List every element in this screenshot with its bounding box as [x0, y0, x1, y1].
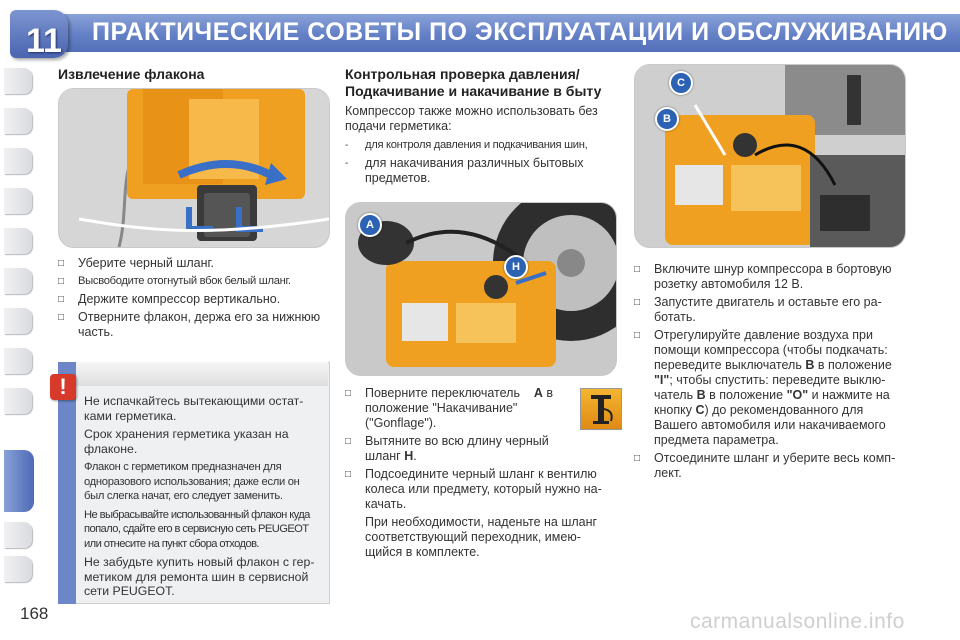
list-item: - для накачивания различных бытовых предметов.	[345, 156, 584, 185]
bullet-icon: □	[634, 330, 641, 341]
chapter-tab-3[interactable]	[4, 148, 32, 174]
warning-header	[76, 362, 328, 386]
warning-paragraph: Не испачкайтесь вытекающими остат-ками герметика.	[84, 394, 304, 423]
bullet-icon: □	[58, 312, 65, 323]
bottle-steps-list	[58, 256, 328, 343]
page-header	[0, 0, 960, 62]
list-item: □ Поверните переключатель A в положение "Накачивание" ("Gonflage").	[345, 386, 554, 430]
bottle-illustration-svg	[59, 89, 329, 247]
warning-paragraph: Срок хранения герметика указан на флаконе.	[84, 427, 289, 456]
section-title-bottle: Извлечение флакона	[58, 66, 205, 82]
bottle-removal-illustration	[58, 88, 330, 248]
inflation-steps-list	[345, 386, 615, 563]
inflation-intro: Компрессор также можно использовать без подачи герметика: - для контроля давления и подкачивания шин, - для накачивания различных бытовых предметов.	[345, 104, 615, 189]
list-item: □ Отрегулируйте давление воздуха при помощи компрессора (чтобы подкачать: переведите выключатель B в положение "I"; чтобы спустить: переведите выклю-чатель B в положение "O" и нажмите на кнопку C) до рекомендованного для Вашего автомобиля или накачиваемого предмета параметра.	[634, 328, 892, 447]
watermark: carmanualsonline.info	[690, 610, 905, 633]
bullet-icon: □	[58, 294, 65, 305]
compressor-wheel-illustration	[345, 202, 617, 376]
chapter-tab-4[interactable]	[4, 188, 32, 214]
list-item: □ Отсоедините шланг и уберите весь комп-лект.	[634, 451, 896, 480]
bullet-icon: □	[58, 276, 64, 287]
compressor-steps-list	[634, 262, 904, 484]
chapter-tab-5[interactable]	[4, 228, 32, 254]
chapter-tab-9[interactable]	[4, 388, 32, 414]
chapter-tab-13[interactable]	[4, 556, 32, 582]
warning-paragraph: Флакон с герметиком предназначен для одноразового использования; даже если он был слегка начат, его следует заменить.	[84, 461, 300, 502]
bullet-icon: □	[345, 436, 352, 447]
warning-paragraph: Не забудьте купить новый флакон с гер-метиком для ремонта шин в сервисной сети PEUGEOT.	[84, 555, 315, 598]
bullet-icon: □	[345, 388, 352, 399]
compressor-socket-illustration	[634, 64, 906, 248]
bullet-icon: □	[634, 264, 641, 275]
list-item: □ Подсоедините черный шланг к вентилю колеса или предмету, который нужно на-качать.	[345, 467, 602, 511]
callout-c: C	[669, 71, 693, 95]
warning-paragraph: Не выбрасывайте использованный флакон куда попало, сдайте его в сервисную сеть PEUGEOT или отнесите на пункт сбора отходов.	[84, 508, 310, 550]
dash-icon: -	[345, 140, 349, 151]
bullet-icon: □	[345, 469, 352, 480]
list-item: □ Уберите черный шланг.	[58, 256, 215, 270]
callout-a: A	[358, 213, 382, 237]
page-title: ПРАКТИЧЕСКИЕ СОВЕТЫ ПО ЭКСПЛУАТАЦИИ И ОБСЛУЖИВАНИЮ	[92, 18, 948, 46]
chapter-tab[interactable]	[10, 10, 68, 58]
chapter-number: 11	[26, 22, 62, 60]
chapter-tabs	[0, 62, 36, 582]
callout-b: B	[655, 107, 679, 131]
list-item: □ Включите шнур компрессора в бортовую розетку автомобиля 12 В.	[634, 262, 892, 291]
section-title-inflation: Контрольная проверка давления/ Подкачивание и накачивание в быту	[345, 66, 602, 99]
chapter-tab-active[interactable]	[4, 450, 34, 512]
list-item: - для контроля давления и подкачивания шин,	[345, 139, 588, 151]
chapter-tab-7[interactable]	[4, 308, 32, 334]
chapter-tab-12[interactable]	[4, 522, 32, 548]
dash-icon: -	[345, 158, 349, 169]
chapter-tab-8[interactable]	[4, 348, 32, 374]
compressor-illustration-svg	[346, 203, 616, 375]
callout-h: H	[504, 255, 528, 279]
chapter-tab-6[interactable]	[4, 268, 32, 294]
bullet-icon: □	[634, 297, 641, 308]
bullet-icon: □	[58, 258, 65, 269]
list-item-note: При необходимости, наденьте на шланг соответствующий переходник, имею-щийся в комплекте.	[365, 515, 598, 559]
warning-text	[84, 394, 322, 603]
list-item: □ Отверните флакон, держа его за нижнюю часть.	[58, 310, 321, 339]
list-item: □ Вытяните во всю длину черный шланг H.	[345, 434, 549, 463]
warning-icon: !	[50, 374, 76, 400]
chapter-tab-1[interactable]	[4, 68, 32, 94]
chapter-tab-2[interactable]	[4, 108, 32, 134]
list-item: □ Запустите двигатель и оставьте его ра-ботать.	[634, 295, 882, 324]
list-item: □ Высвободите отогнутый вбок белый шланг.	[58, 275, 291, 287]
page-number: 168	[20, 604, 49, 623]
bullet-icon: □	[634, 453, 641, 464]
list-item: □ Держите компрессор вертикально.	[58, 292, 281, 306]
